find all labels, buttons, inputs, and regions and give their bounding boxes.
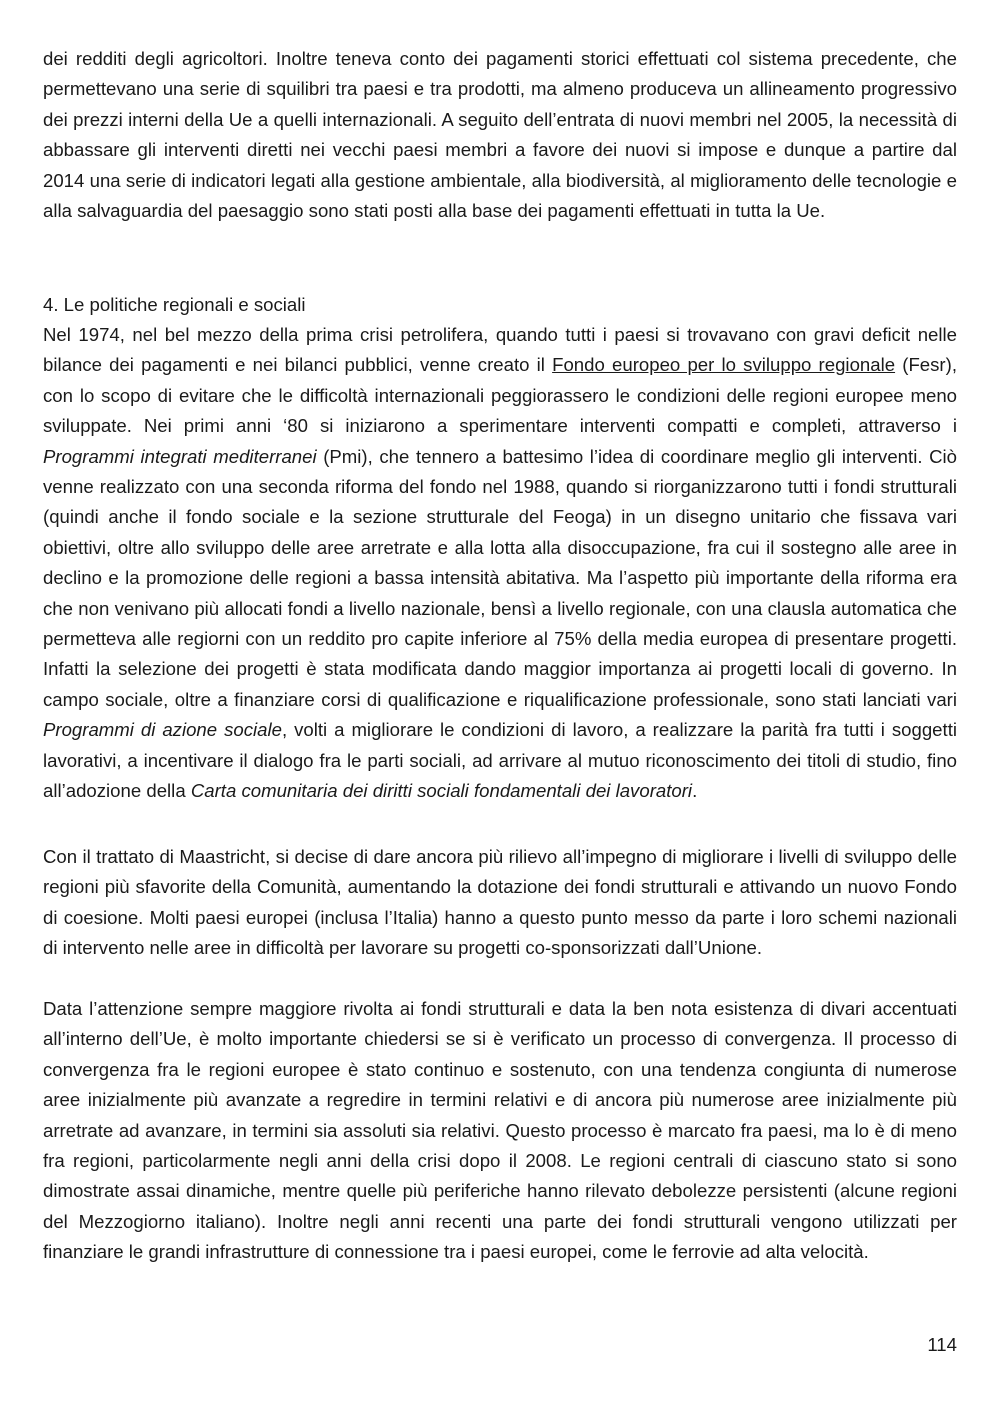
paragraph-maastricht: Con il trattato di Maastricht, si decise di dare ancora più rilievo all’impegno di migliorare i livelli di sviluppo delle regioni più sfavorite della Comunità, aumentando la dotazione dei fondi strutturali e attivando un nuovo Fondo di coesione. Molti paesi europei (inclusa l’Italia) hanno a questo punto messo da parte i loro schemi nazionali di intervento nelle aree in difficoltà per lavorare su progetti co-sponsorizzati dall’Unione. [43,846,957,959]
section-heading: 4. Le politiche regionali e sociali [43,294,306,315]
paragraph-text-span: (Pmi), che tennero a battesimo l’idea di coordinare meglio gli interventi. Ciò venne realizzato con una seconda riforma del fondo nel 1988, quando si riorganizzarono tutti i fondi strutturali (quindi anche il fondo sociale e la sezione strutturale del Feoga) in un disegno unitario che fissava vari obiettivi, oltre allo sviluppo delle aree arretrate e alla lotta alla disoccupazione, fra cui il sostegno alle aree in declino e la promozione delle regioni a bassa intensità abitativa. Ma l’aspetto più importante della riforma era che non venivano più allocati fondi a livello nazionale, bensì a livello regionale, con una clausla automatica che permetteva alle regiorni con un reddito pro capite inferiore al 75% della media europea di presentare progetti. Infatti la selezione dei progetti è stata modificata dando maggior importanza ai progetti locali di governo. In campo sociale, oltre a finanziare corsi di qualificazione e riqualificazione professionale, sono stati lanciati vari [43,445,957,710]
social-action-italic-term: Programmi di azione sociale [43,719,282,741]
paragraph-text-span: , volti a migliorare le condizioni di lavoro, a realizzare la parità fra tutti i soggetti lavorativi, a incentivare il dialogo fra le parti sociali, ad arrivare al mutuo riconoscimento dei titoli di studio, fino all’adozione della [43,719,957,802]
fesr-underlined-term: Fondo europeo per lo sviluppo regionale [552,354,896,376]
pmi-italic-term: Programmi integrati mediterranei [43,445,317,467]
paragraph-text-span: . [692,780,698,802]
paragraph-text-span: Nel 1974, nel bel mezzo della prima crisi petrolifera, quando tutti i paesi si trovavano con gravi deficit nelle bilance dei pagamenti e nei bilanci pubblici, venne creato il [43,324,957,376]
social-charter-italic-term: Carta comunitaria dei diritti sociali fondamentali dei lavoratori [190,780,693,802]
paragraph-regional-policies [43,320,957,807]
paragraph-text-span: (Fesr), con lo scopo di evitare che le difficoltà internazionali peggiorassero le condizioni delle regioni europee meno sviluppate. Nei primi anni ‘80 si iniziarono a sperimentare interventi compatti e completi, attraverso i [43,354,957,437]
page-number: 114 [927,1334,957,1355]
paragraph-convergence: Data l’attenzione sempre maggiore rivolta ai fondi strutturali e data la ben nota esistenza di divari accentuati all’interno dell’Ue, è molto importante chiedersi se si è verificato un processo di convergenza. Il processo di convergenza fra le regioni europee è stato continuo e sostenuto, con una tendenza congiunta di numerose aree inizialmente più avanzate a regredire in termini relativi e di ancora più numerose aree inizialmente più arretrate ad avanzare, in termini sia assoluti sia relativi. Questo processo è marcato fra paesi, ma lo è di meno fra regioni, particolarmente negli anni della crisi dopo il 2008. Le regioni centrali di ciascuno stato si sono dimostrate assai dinamiche, mentre quelle più periferiche hanno rilevato debolezze persistenti (alcune regioni del Mezzogiorno italiano). Inoltre negli anni recenti una parte dei fondi strutturali vengono utilizzati per finanziare le grandi infrastrutture di connessione tra i paesi europei, come le ferrovie ad alta velocità. [43,998,957,1263]
paragraph-agricultural-payments: dei redditi degli agricoltori. Inoltre teneva conto dei pagamenti storici effettuati col sistema precedente, che permettevano una serie di squilibri tra paesi e tra prodotti, ma almeno produceva un allineamento progressivo dei prezzi interni della Ue a quelli internazionali. A seguito dell’entrata di nuovi membri nel 2005, la necessità di abbassare gli interventi diretti nei vecchi paesi membri a favore dei nuovi si impose e dunque a partire dal 2014 una serie di indicatori legati alla gestione ambientale, alla biodiversità, al miglioramento delle tecnologie e alla salvaguardia del paesaggio sono stati posti alla base dei pagamenti effettuati in tutta la Ue. [43,48,957,222]
